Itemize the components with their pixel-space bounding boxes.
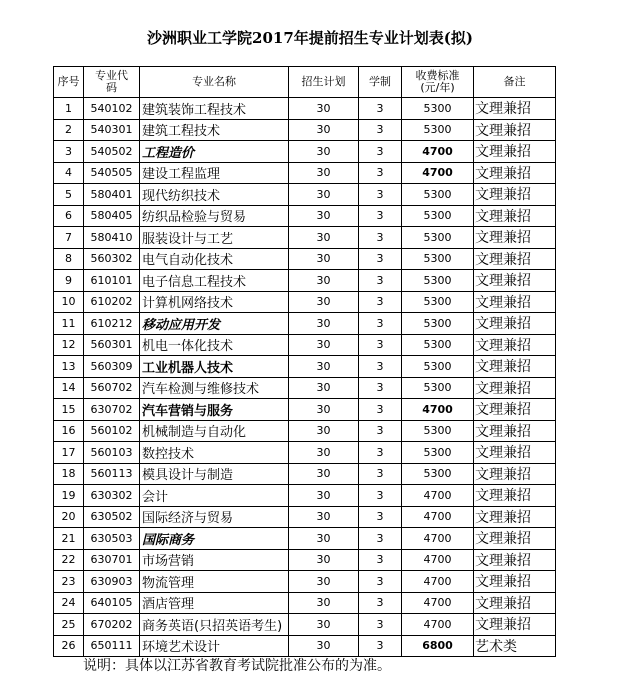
- cell-seq: 7: [54, 227, 84, 249]
- cell-note: 文理兼招: [474, 356, 556, 378]
- cell-note: 文理兼招: [474, 399, 556, 421]
- cell-code: 670202: [84, 614, 140, 636]
- cell-seq: 11: [54, 313, 84, 335]
- cell-name: 市场营销: [140, 549, 289, 571]
- cell-name: 服装设计与工艺: [140, 227, 289, 249]
- cell-code: 560113: [84, 463, 140, 485]
- cell-years: 3: [359, 205, 402, 227]
- cell-fee: 5300: [402, 205, 474, 227]
- table-row: [54, 313, 556, 335]
- cell-plan: 30: [289, 463, 359, 485]
- cell-fee: 5300: [402, 377, 474, 399]
- cell-plan: 30: [289, 592, 359, 614]
- cell-note: 文理兼招: [474, 270, 556, 292]
- cell-name: 数控技术: [140, 442, 289, 464]
- cell-fee: 5300: [402, 463, 474, 485]
- cell-name: 工业机器人技术: [140, 356, 289, 378]
- cell-seq: 15: [54, 399, 84, 421]
- cell-code: 540301: [84, 119, 140, 141]
- cell-seq: 12: [54, 334, 84, 356]
- page-title: 沙洲职业工学院2017年提前招生专业计划表(拟): [147, 29, 473, 47]
- cell-plan: 30: [289, 420, 359, 442]
- cell-note: 文理兼招: [474, 227, 556, 249]
- cell-note: 文理兼招: [474, 334, 556, 356]
- enrollment-plan-table: [53, 66, 556, 657]
- cell-seq: 25: [54, 614, 84, 636]
- cell-fee: 4700: [402, 485, 474, 507]
- cell-note: 文理兼招: [474, 377, 556, 399]
- table-body: [54, 98, 556, 657]
- cell-fee: 4700: [402, 162, 474, 184]
- cell-seq: 3: [54, 141, 84, 163]
- cell-years: 3: [359, 141, 402, 163]
- cell-seq: 13: [54, 356, 84, 378]
- cell-fee: 5300: [402, 98, 474, 120]
- cell-years: 3: [359, 334, 402, 356]
- header-note: 备注: [474, 67, 556, 98]
- cell-seq: 8: [54, 248, 84, 270]
- cell-note: 文理兼招: [474, 184, 556, 206]
- cell-code: 610101: [84, 270, 140, 292]
- cell-years: 3: [359, 377, 402, 399]
- cell-years: 3: [359, 248, 402, 270]
- cell-years: 3: [359, 291, 402, 313]
- cell-note: 文理兼招: [474, 592, 556, 614]
- cell-plan: 30: [289, 162, 359, 184]
- cell-fee: 5300: [402, 313, 474, 335]
- cell-plan: 30: [289, 528, 359, 550]
- cell-name: 商务英语(只招英语考生): [140, 614, 289, 636]
- cell-plan: 30: [289, 614, 359, 636]
- cell-plan: 30: [289, 635, 359, 657]
- cell-plan: 30: [289, 291, 359, 313]
- cell-code: 560309: [84, 356, 140, 378]
- cell-plan: 30: [289, 248, 359, 270]
- cell-plan: 30: [289, 184, 359, 206]
- cell-plan: 30: [289, 506, 359, 528]
- cell-note: 文理兼招: [474, 506, 556, 528]
- cell-name: 电气自动化技术: [140, 248, 289, 270]
- cell-fee: 5300: [402, 420, 474, 442]
- table-row: [54, 248, 556, 270]
- cell-name: 物流管理: [140, 571, 289, 593]
- cell-years: 3: [359, 463, 402, 485]
- cell-fee: 4700: [402, 549, 474, 571]
- cell-fee: 5300: [402, 227, 474, 249]
- cell-plan: 30: [289, 549, 359, 571]
- cell-fee: 5300: [402, 270, 474, 292]
- header-fee-line1: 收费标准: [415, 69, 460, 82]
- footnote: 说明：具体以江苏省教育考试院批准公布的为准。: [83, 658, 391, 674]
- cell-code: 630701: [84, 549, 140, 571]
- header-plan: 招生计划: [289, 67, 359, 98]
- table-row: [54, 162, 556, 184]
- cell-seq: 4: [54, 162, 84, 184]
- header-seq: 序号: [54, 67, 84, 98]
- cell-plan: 30: [289, 141, 359, 163]
- cell-years: 3: [359, 119, 402, 141]
- cell-fee: 5300: [402, 248, 474, 270]
- cell-years: 3: [359, 270, 402, 292]
- cell-name: 计算机网络技术: [140, 291, 289, 313]
- cell-code: 560102: [84, 420, 140, 442]
- cell-fee: 5300: [402, 119, 474, 141]
- cell-name: 模具设计与制造: [140, 463, 289, 485]
- cell-years: 3: [359, 399, 402, 421]
- cell-code: 580410: [84, 227, 140, 249]
- cell-code: 650111: [84, 635, 140, 657]
- cell-note: 文理兼招: [474, 248, 556, 270]
- header-code-line2: 码: [106, 81, 117, 94]
- cell-note: 文理兼招: [474, 549, 556, 571]
- cell-code: 610202: [84, 291, 140, 313]
- cell-years: 3: [359, 356, 402, 378]
- cell-plan: 30: [289, 485, 359, 507]
- cell-code: 540502: [84, 141, 140, 163]
- cell-code: 560302: [84, 248, 140, 270]
- header-code: [84, 67, 140, 98]
- table-row: [54, 485, 556, 507]
- cell-name: 现代纺织技术: [140, 184, 289, 206]
- cell-name: 汽车营销与服务: [140, 399, 289, 421]
- cell-fee: 5300: [402, 184, 474, 206]
- table-row: [54, 635, 556, 657]
- cell-fee: 4700: [402, 506, 474, 528]
- cell-name: 建设工程监理: [140, 162, 289, 184]
- table-row: [54, 528, 556, 550]
- header-years: 学制: [359, 67, 402, 98]
- cell-seq: 23: [54, 571, 84, 593]
- cell-code: 580401: [84, 184, 140, 206]
- cell-fee: 5300: [402, 356, 474, 378]
- table-row: [54, 442, 556, 464]
- cell-name: 机械制造与自动化: [140, 420, 289, 442]
- cell-seq: 9: [54, 270, 84, 292]
- cell-name: 工程造价: [140, 141, 289, 163]
- cell-fee: 4700: [402, 528, 474, 550]
- cell-seq: 10: [54, 291, 84, 313]
- cell-seq: 17: [54, 442, 84, 464]
- header-fee: [402, 67, 474, 98]
- cell-fee: 4700: [402, 614, 474, 636]
- cell-name: 电子信息工程技术: [140, 270, 289, 292]
- cell-note: 文理兼招: [474, 119, 556, 141]
- table-row: [54, 184, 556, 206]
- table-row: [54, 291, 556, 313]
- cell-note: 文理兼招: [474, 485, 556, 507]
- cell-years: 3: [359, 614, 402, 636]
- cell-code: 540505: [84, 162, 140, 184]
- header-name: 专业名称: [140, 67, 289, 98]
- cell-plan: 30: [289, 356, 359, 378]
- table-row: [54, 571, 556, 593]
- table-row: [54, 377, 556, 399]
- cell-code: 630903: [84, 571, 140, 593]
- table-row: [54, 227, 556, 249]
- table-row: [54, 141, 556, 163]
- cell-seq: 6: [54, 205, 84, 227]
- cell-code: 640105: [84, 592, 140, 614]
- cell-fee: 6800: [402, 635, 474, 657]
- cell-fee: 4700: [402, 592, 474, 614]
- table-row: [54, 270, 556, 292]
- cell-name: 机电一体化技术: [140, 334, 289, 356]
- cell-note: 文理兼招: [474, 442, 556, 464]
- cell-code: 630302: [84, 485, 140, 507]
- cell-years: 3: [359, 485, 402, 507]
- cell-seq: 26: [54, 635, 84, 657]
- cell-years: 3: [359, 162, 402, 184]
- table-header-row: [54, 67, 556, 98]
- cell-years: 3: [359, 506, 402, 528]
- cell-fee: 4700: [402, 399, 474, 421]
- cell-seq: 16: [54, 420, 84, 442]
- cell-name: 会计: [140, 485, 289, 507]
- cell-note: 文理兼招: [474, 571, 556, 593]
- cell-plan: 30: [289, 98, 359, 120]
- cell-note: 文理兼招: [474, 528, 556, 550]
- table-row: [54, 463, 556, 485]
- cell-note: 文理兼招: [474, 313, 556, 335]
- cell-code: 540102: [84, 98, 140, 120]
- cell-years: 3: [359, 313, 402, 335]
- cell-name: 国际经济与贸易: [140, 506, 289, 528]
- cell-seq: 5: [54, 184, 84, 206]
- cell-seq: 22: [54, 549, 84, 571]
- cell-code: 580405: [84, 205, 140, 227]
- cell-fee: 5300: [402, 442, 474, 464]
- cell-seq: 20: [54, 506, 84, 528]
- cell-note: 文理兼招: [474, 463, 556, 485]
- cell-seq: 14: [54, 377, 84, 399]
- cell-years: 3: [359, 442, 402, 464]
- cell-seq: 19: [54, 485, 84, 507]
- cell-plan: 30: [289, 313, 359, 335]
- cell-code: 560301: [84, 334, 140, 356]
- cell-name: 汽车检测与维修技术: [140, 377, 289, 399]
- cell-plan: 30: [289, 270, 359, 292]
- table-row: [54, 614, 556, 636]
- table-row: [54, 334, 556, 356]
- cell-note: 艺术类: [474, 635, 556, 657]
- cell-fee: 4700: [402, 571, 474, 593]
- table-row: [54, 119, 556, 141]
- cell-plan: 30: [289, 377, 359, 399]
- cell-note: 文理兼招: [474, 141, 556, 163]
- cell-seq: 18: [54, 463, 84, 485]
- cell-name: 移动应用开发: [140, 313, 289, 335]
- cell-years: 3: [359, 592, 402, 614]
- cell-years: 3: [359, 549, 402, 571]
- table-row: [54, 420, 556, 442]
- table-row: [54, 399, 556, 421]
- cell-years: 3: [359, 528, 402, 550]
- table-row: [54, 205, 556, 227]
- cell-fee: 5300: [402, 334, 474, 356]
- cell-seq: 1: [54, 98, 84, 120]
- cell-note: 文理兼招: [474, 98, 556, 120]
- cell-years: 3: [359, 98, 402, 120]
- cell-seq: 21: [54, 528, 84, 550]
- cell-code: 630503: [84, 528, 140, 550]
- cell-name: 建筑装饰工程技术: [140, 98, 289, 120]
- table-row: [54, 549, 556, 571]
- cell-note: 文理兼招: [474, 291, 556, 313]
- cell-code: 630702: [84, 399, 140, 421]
- cell-plan: 30: [289, 399, 359, 421]
- cell-years: 3: [359, 635, 402, 657]
- cell-note: 文理兼招: [474, 420, 556, 442]
- cell-plan: 30: [289, 334, 359, 356]
- cell-code: 560103: [84, 442, 140, 464]
- cell-note: 文理兼招: [474, 162, 556, 184]
- cell-seq: 2: [54, 119, 84, 141]
- cell-code: 560702: [84, 377, 140, 399]
- cell-years: 3: [359, 184, 402, 206]
- cell-name: 酒店管理: [140, 592, 289, 614]
- cell-years: 3: [359, 227, 402, 249]
- cell-fee: 5300: [402, 291, 474, 313]
- cell-plan: 30: [289, 442, 359, 464]
- table-row: [54, 98, 556, 120]
- cell-plan: 30: [289, 227, 359, 249]
- cell-seq: 24: [54, 592, 84, 614]
- cell-years: 3: [359, 420, 402, 442]
- cell-code: 610212: [84, 313, 140, 335]
- cell-note: 文理兼招: [474, 205, 556, 227]
- table-row: [54, 356, 556, 378]
- cell-name: 纺织品检验与贸易: [140, 205, 289, 227]
- cell-fee: 4700: [402, 141, 474, 163]
- cell-plan: 30: [289, 119, 359, 141]
- cell-code: 630502: [84, 506, 140, 528]
- table-row: [54, 506, 556, 528]
- cell-plan: 30: [289, 205, 359, 227]
- cell-plan: 30: [289, 571, 359, 593]
- cell-name: 建筑工程技术: [140, 119, 289, 141]
- cell-years: 3: [359, 571, 402, 593]
- cell-name: 国际商务: [140, 528, 289, 550]
- table-row: [54, 592, 556, 614]
- cell-name: 环境艺术设计: [140, 635, 289, 657]
- cell-note: 文理兼招: [474, 614, 556, 636]
- header-code-line1: 专业代: [95, 69, 128, 82]
- header-fee-line2: (元/年): [420, 81, 455, 94]
